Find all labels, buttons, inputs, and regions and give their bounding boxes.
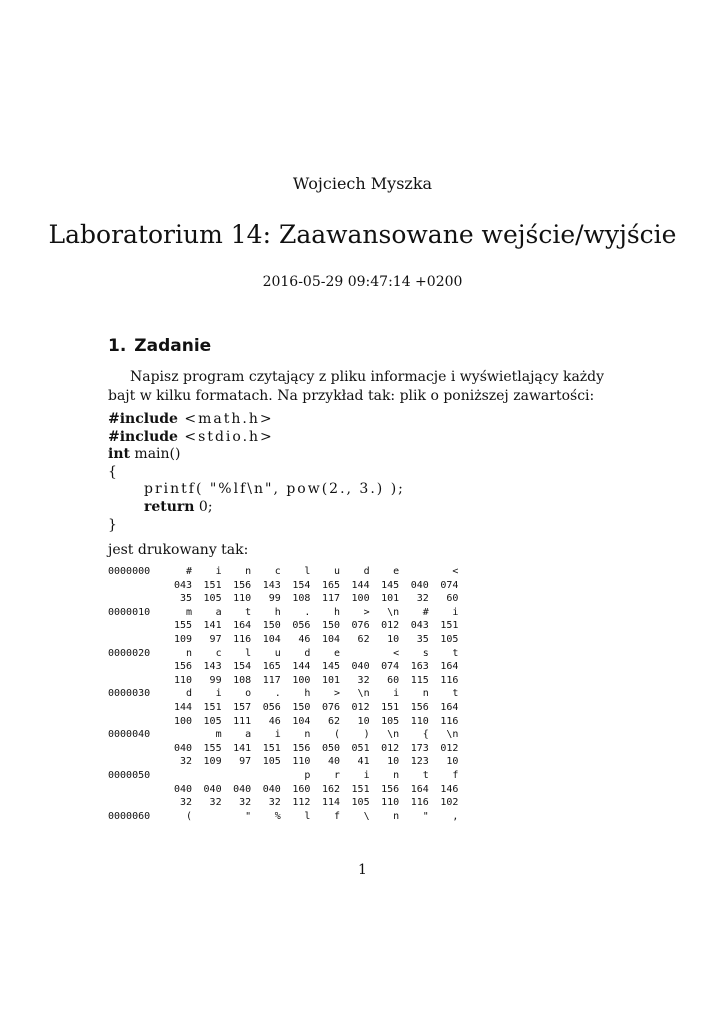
dump-cell: 100: [351, 593, 370, 605]
dump-cell: 110: [173, 674, 192, 686]
code-text: printf( "%lf\n", pow(2., 3.) );: [144, 481, 405, 498]
dump-offset: 0000060: [108, 810, 151, 822]
dump-cell: 157: [233, 701, 252, 713]
dump-cell: 150: [292, 701, 311, 713]
dump-cell: \n: [387, 729, 400, 741]
code-line: [108, 411, 405, 429]
dump-cell: 040: [351, 661, 370, 673]
code-listing: [108, 411, 405, 534]
dump-cell: 012: [440, 742, 459, 754]
dump-cell: i: [452, 606, 459, 618]
dump-cell: l: [304, 566, 311, 577]
dump-offset: 0000050: [108, 769, 151, 781]
dump-cell: 141: [233, 742, 252, 754]
dump-cell: 110: [410, 715, 429, 727]
dump-cell: a: [245, 729, 252, 741]
dump-cell: 100: [292, 674, 311, 686]
dump-cell: 164: [410, 783, 429, 795]
dump-cell: 050: [321, 742, 340, 754]
code-text: 0;: [194, 498, 213, 515]
dump-cell: 105: [203, 593, 222, 605]
dump-offset: 0000040: [108, 729, 151, 741]
dump-cell: p: [304, 769, 311, 781]
dump-cell: 151: [262, 742, 281, 754]
dump-cell: 012: [381, 620, 400, 632]
dump-cell: 99: [209, 674, 222, 686]
dump-cell: e: [333, 647, 340, 659]
dump-cell: 108: [233, 674, 252, 686]
dump-cell: 156: [381, 783, 400, 795]
dump-cell: 104: [321, 633, 340, 645]
dump-cell: 116: [440, 674, 459, 686]
dump-cell: 173: [410, 742, 429, 754]
dump-cell: ,: [452, 810, 459, 822]
dump-cell: f: [452, 769, 459, 781]
dump-cell: 115: [410, 674, 429, 686]
dump-cell: 97: [239, 756, 252, 768]
dump-cell: 143: [203, 661, 222, 673]
dump-cell: n: [185, 647, 192, 659]
dump-cell: 32: [268, 797, 281, 809]
code-line: [108, 481, 405, 499]
dump-cell: 144: [173, 701, 192, 713]
dump-cell: 35: [179, 593, 192, 605]
dump-cell: l: [304, 810, 311, 822]
dump-cell: t: [452, 688, 459, 700]
code-text: <math.h>: [177, 411, 274, 427]
code-line: [108, 429, 405, 447]
code-keyword: return: [144, 498, 195, 515]
dump-cell: 32: [179, 756, 192, 768]
dump-cell: 110: [292, 756, 311, 768]
dump-cell: n: [393, 810, 400, 822]
dump-cell: 164: [440, 701, 459, 713]
dump-cell: 145: [321, 661, 340, 673]
dump-cell: 156: [173, 661, 192, 673]
dump-cell: 123: [410, 756, 429, 768]
dump-cell: 10: [387, 756, 400, 768]
dump-cell: 156: [292, 742, 311, 754]
dump-cell: 102: [440, 797, 459, 809]
dump-cell: %: [274, 810, 281, 822]
dump-cell: n: [393, 769, 400, 781]
dump-cell: i: [215, 688, 222, 700]
dump-cell: \: [363, 810, 370, 822]
dump-cell: 074: [381, 661, 400, 673]
dump-cell: t: [452, 647, 459, 659]
dump-cell: 110: [233, 593, 252, 605]
dump-cell: 60: [387, 674, 400, 686]
dump-cell: 163: [410, 661, 429, 673]
dump-cell: c: [215, 647, 222, 659]
dump-cell: 110: [381, 797, 400, 809]
dump-cell: ": [245, 810, 252, 822]
dump-cell: 109: [173, 633, 192, 645]
dump-offset: 0000030: [108, 688, 151, 700]
dump-cell: d: [304, 647, 311, 659]
dump-cell: d: [363, 566, 370, 577]
dump-cell: 146: [440, 783, 459, 795]
dump-cell: 10: [446, 756, 459, 768]
dump-cell: 012: [351, 701, 370, 713]
dump-cell: a: [215, 606, 222, 618]
code-text: {: [108, 463, 117, 480]
dump-cell: 143: [262, 579, 281, 591]
dump-cell: 076: [351, 620, 370, 632]
dump-cell: 100: [173, 715, 192, 727]
code-keyword: int: [108, 446, 130, 463]
code-text: <stdio.h>: [177, 428, 274, 445]
dump-cell: 97: [209, 633, 222, 645]
dump-cell: e: [393, 566, 400, 577]
dump-offset: 0000000: [108, 566, 151, 577]
dump-cell: u: [333, 566, 340, 577]
dump-offset: 0000010: [108, 606, 151, 618]
dump-cell: 10: [357, 715, 370, 727]
dump-cell: 116: [410, 797, 429, 809]
dump-cell: n: [245, 566, 252, 577]
page-number: 1: [358, 862, 367, 878]
code-line: [108, 446, 405, 464]
dump-cell: ): [363, 729, 370, 741]
dump-cell: 145: [381, 579, 400, 591]
dump-cell: 151: [203, 579, 222, 591]
code-keyword: #include: [108, 411, 178, 427]
dump-cell: 32: [357, 674, 370, 686]
dump-cell: h: [274, 606, 281, 618]
dump-cell: 151: [203, 701, 222, 713]
section-title: Zadanie: [134, 336, 212, 356]
dump-cell: 101: [321, 674, 340, 686]
dump-cell: 164: [440, 661, 459, 673]
section-number: 1.: [108, 336, 127, 356]
dump-cell: 156: [410, 701, 429, 713]
dump-cell: 105: [262, 756, 281, 768]
dump-cell: l: [245, 647, 252, 659]
code-keyword: #include: [108, 428, 178, 445]
document-title: Laboratorium 14: Zaawansowane wejście/wyjście: [48, 220, 677, 249]
dump-cell: ": [422, 810, 429, 822]
dump-intro: jest drukowany tak:: [108, 542, 249, 558]
dump-cell: 46: [268, 715, 281, 727]
dump-cell: 40: [327, 756, 340, 768]
dump-cell: 040: [410, 579, 429, 591]
dump-cell: 156: [233, 579, 252, 591]
dump-cell: 117: [321, 593, 340, 605]
code-line: [108, 517, 405, 535]
dump-cell: u: [274, 647, 281, 659]
dump-cell: 32: [416, 593, 429, 605]
dump-cell: 160: [292, 783, 311, 795]
dump-cell: 109: [203, 756, 222, 768]
section-heading: [108, 336, 211, 356]
code-line: [108, 499, 405, 517]
dump-cell: 32: [179, 797, 192, 809]
dump-cell: o: [245, 688, 252, 700]
dump-cell: 32: [239, 797, 252, 809]
dump-cell: 101: [381, 593, 400, 605]
dump-cell: 164: [233, 620, 252, 632]
code-text: }: [108, 516, 117, 533]
dump-cell: 151: [440, 620, 459, 632]
dump-cell: (: [185, 810, 192, 822]
dump-cell: i: [393, 688, 400, 700]
dump-cell: 112: [292, 797, 311, 809]
dump-cell: f: [333, 810, 340, 822]
dump-cell: 155: [173, 620, 192, 632]
dump-cell: <: [393, 647, 400, 659]
dump-cell: 056: [292, 620, 311, 632]
dump-cell: 104: [292, 715, 311, 727]
dump-cell: 151: [351, 783, 370, 795]
dump-cell: 41: [357, 756, 370, 768]
dump-cell: 35: [416, 633, 429, 645]
dump-cell: {: [422, 729, 429, 741]
dump-cell: \n: [446, 729, 459, 741]
dump-cell: d: [185, 688, 192, 700]
dump-cell: 117: [262, 674, 281, 686]
dump-cell: 040: [203, 783, 222, 795]
dump-cell: 151: [381, 701, 400, 713]
dump-cell: 040: [262, 783, 281, 795]
dump-cell: m: [185, 606, 192, 618]
dump-cell: >: [363, 606, 370, 618]
dump-cell: 141: [203, 620, 222, 632]
code-line: [108, 464, 405, 482]
dump-cell: 040: [173, 742, 192, 754]
dump-cell: c: [274, 566, 281, 577]
dump-cell: 074: [440, 579, 459, 591]
dump-cell: s: [422, 647, 429, 659]
dump-cell: >: [333, 688, 340, 700]
dump-cell: 051: [351, 742, 370, 754]
dump-cell: 150: [321, 620, 340, 632]
code-text: main(): [129, 446, 181, 463]
dump-cell: 99: [268, 593, 281, 605]
document-date: 2016-05-29 09:47:14 +0200: [262, 274, 463, 290]
dump-cell: \n: [387, 606, 400, 618]
dump-cell: m: [215, 729, 222, 741]
task-paragraph: Napisz program czytający z pliku informacje i wyświetlający każdy bajt w kilku formatach. Na przykład tak: plik o poniższej zawartości:: [108, 369, 605, 404]
author: Wojciech Myszka: [292, 174, 433, 193]
dump-cell: 105: [381, 715, 400, 727]
dump-cell: 162: [321, 783, 340, 795]
dump-cell: 105: [351, 797, 370, 809]
dump-cell: i: [215, 566, 222, 577]
dump-cell: 040: [173, 783, 192, 795]
dump-cell: 076: [321, 701, 340, 713]
dump-cell: 62: [357, 633, 370, 645]
dump-cell: 105: [440, 633, 459, 645]
dump-cell: 144: [292, 661, 311, 673]
dump-offset: 0000020: [108, 647, 151, 659]
dump-cell: 104: [262, 633, 281, 645]
dump-cell: 040: [233, 783, 252, 795]
dump-cell: r: [333, 769, 340, 781]
dump-cell: 165: [321, 579, 340, 591]
dump-cell: \n: [357, 688, 370, 700]
dump-cell: 056: [262, 701, 281, 713]
dump-cell: n: [422, 688, 429, 700]
dump-cell: t: [422, 769, 429, 781]
dump-cell: .: [274, 688, 281, 700]
dump-cell: 165: [262, 661, 281, 673]
dump-cell: 116: [233, 633, 252, 645]
dump-cell: t: [245, 606, 252, 618]
dump-cell: 105: [203, 715, 222, 727]
dump-cell: i: [363, 769, 370, 781]
dump-cell: .: [304, 606, 311, 618]
dump-cell: 012: [381, 742, 400, 754]
dump-cell: 150: [262, 620, 281, 632]
dump-cell: 154: [292, 579, 311, 591]
dump-cell: 144: [351, 579, 370, 591]
dump-cell: 46: [298, 633, 311, 645]
dump-cell: 116: [440, 715, 459, 727]
dump-cell: n: [304, 729, 311, 741]
dump-cell: 114: [321, 797, 340, 809]
dump-cell: i: [274, 729, 281, 741]
dump-cell: (: [333, 729, 340, 741]
dump-cell: 32: [209, 797, 222, 809]
dump-cell: h: [304, 688, 311, 700]
dump-cell: 155: [203, 742, 222, 754]
dump-cell: <: [452, 566, 459, 577]
dump-cell: 154: [233, 661, 252, 673]
dump-cell: 111: [233, 715, 252, 727]
dump-cell: 108: [292, 593, 311, 605]
dump-cell: #: [185, 566, 192, 577]
dump-cell: 043: [173, 579, 192, 591]
dump-cell: 043: [410, 620, 429, 632]
dump-cell: h: [333, 606, 340, 618]
dump-cell: 62: [327, 715, 340, 727]
dump-cell: 60: [446, 593, 459, 605]
dump-cell: 10: [387, 633, 400, 645]
dump-cell: #: [422, 606, 429, 618]
